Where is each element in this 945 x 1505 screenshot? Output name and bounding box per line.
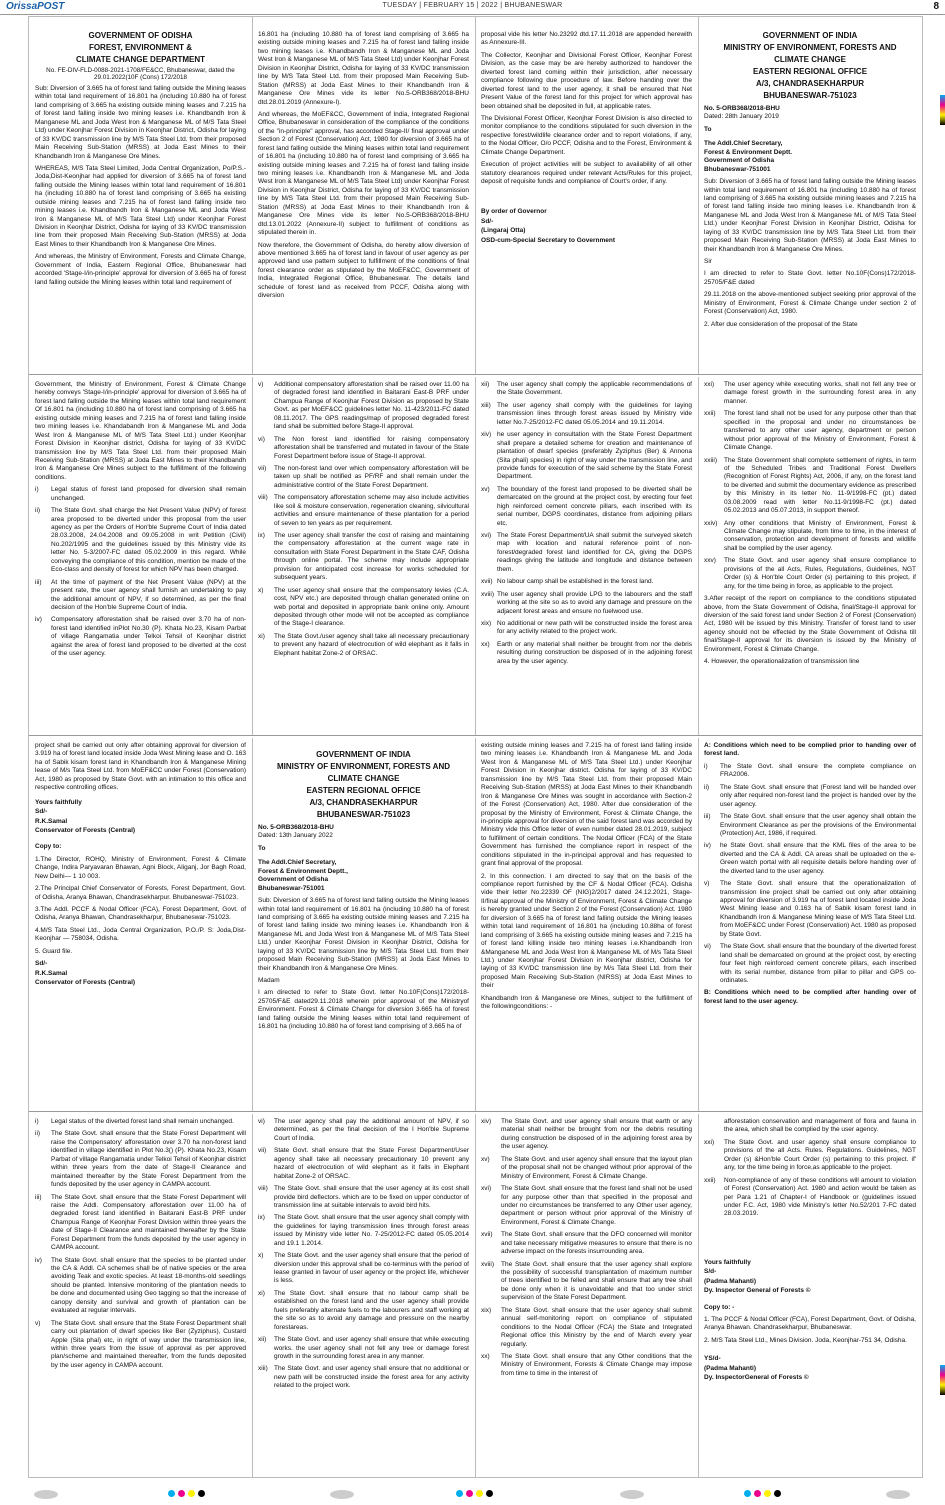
condition-item: xii) The user agency shall comply the applicable recommendations of the State Government. [481,381,692,397]
signature-title: Dy. InspectorGeneral of Forests © [704,1374,809,1382]
conditions-heading: B: Conditions which need to be complied after handing over of forest land to the user agency. [704,989,916,1005]
cmyk-dots-icon [456,1490,493,1497]
letter-number: No. 5-ORB368/2018-BHU [704,105,780,112]
condition-item: xii) The State Govt. and user agency shall ensure that while executing works. the user agency shall not fell any tree or damage forest growth in the surrounding forest area in any manner. [258,1336,469,1360]
newspaper-logo: OrissaPOST [6,1,65,12]
copy-recipient: 1. The PCCF & Nodal Officer (FCA), Forest Department, Govt. of Odisha, Aranya Bhawan. Chandrasekharpur, Bhubaneswar. [704,1316,916,1332]
paragraph: 29.11.2018 on the above-mentioned subject seeking prior approval of the Ministry of Environment, Forest & Climate Change under section 2 of Forest (Conservation) Act, 1980. [704,291,916,316]
paragraph: I am directed to refer to State Govt. letter No.10F(Cons)172/2018-25705/F&E dated29.11.2018 wherein prior approval of the Ministryof Environment. Forest & Climate Change for diversion 3.665 ha of forest land falling outside the Mining leases within total land requirement of 16.801 ha (including 10.880 ha of forest land comprising of 3.665 ha of [258,989,469,1031]
s3-col2 [252,738,475,1111]
letter-date: Dated: 28th January 2019 [704,113,779,121]
color-strip-bottom [940,1365,945,1395]
condition-item: v) The State Govt. shall ensure that the operationalization of transmission line project shall be carried out only after obtaining approval for diversion of 3.919 ha of forest land located inside Joda West Mining lease and 0.163 ha of Sabik kisam forest land in Khandbandh Iron & Manganese Mining lease of M/S Tata Steel Ltd. from MoEF&CC under Forest (Conservation) Act. 1980 as proposed by State Govt. [704,880,916,938]
condition-item: xxiii) The State Government shall complete settlement of rights, in term of the Scheduled Tribes and Traditional Forest Dwellers (Recognition of Forest Rights) Act, 2006, if any, on the forest land to be diverted and submit the documentary evidence as prescribed by this Ministry in its letter No. 11-9/1998-FC (pt.) dated 03.08.2009 read with letter No.11-9/1998-FC (pt.) dated 05.02.2013 and 05.07.2013, in support thereof. [704,456,916,515]
cmyk-dots-icon [168,1490,205,1497]
condition-item: xvii) No labour camp shall be established in the forest land. [481,578,654,586]
section-2 [29,377,922,736]
condition-item: xv) The boundary of the forest land proposed to be diverted shall be demarcated on the ground at the project cost, by erecting four feet high reinforced cement concrete pillars, each inscribed with its serial number, DGPS coordinates, distance from adjoining pillars etc. [481,485,692,527]
signature-line: YS/d- [704,1355,721,1363]
heading: GOVERNMENT OF INDIA [316,750,411,759]
s2-col4 [698,377,922,735]
s1-col3 [475,17,698,374]
addressee: Forest & Environment Deptt., [258,867,348,875]
paragraph: WHEREAS, M/S Tata Steel Limited, Joda Central Organization, Po/P.S.-Joda,Dist-Keonjhar had applied for diversion of 3.665 ha of forest land falling outside the Mining leases within total land requirement of 16.801 ha (including 10.880 ha of forest land comprising of 3.665 ha existing outside mining leases and 7.215 ha of forest land falling inside two mining leases i.e. Khandbandh Iron & Manganese ML and Joda West Iron & Manganese ML of M/S Tata Steel Ltd) under Keonjhar Forest Division in Keonjhar District, Odisha for laying of 33 KV/DC transmission line from their proposed Main Receiving Sub-Station (MRSS) at Joda East Mines to their Khandbandh Iron & Manganese Ore Mines. [35,164,246,248]
condition-item: x) The State Govt. and the user agency shall ensure that the period of diversion under this approval shall be co-terminus with the period of lease granted in favour of user agency or the project life, whichever is less. [258,1252,469,1285]
paragraph: Government, the Ministry of Environment, Forest & Climate Change hereby conveys 'Stage-I/in-principle' approval for diversion of 3.665 ha of forest land falling outside the Mining leases within total land requirement Of 16.801 ha (including 10.880 ha of forest land comprising of 3.665 ha existing outside mining leases and 7.215 ha of forest land falling inside two mining leases i.e. Khandabandh Iron & Manganese ML and Joda West Iron & Manganese ML of M/S Tata Steel Ltd.) under Keonjhar Forest Division in Keonjhar district, Odisha for laying of 33 KV/DC transmission line by M/S Tata Steel Ltd. from their proposed Main Receiving Sub-Station (MRSS) at Joda East Mines to their Khandbandh Iron & Manganese Ore Mines subject to the fulfillment of the following conditions. [35,381,246,481]
condition-item: iv) The State Govt. shall ensure that the species to be planted under the CA & Addl. CA schemes shall be of native species or the area avoiding Teak and exotic species. At least 18-months-old seedlings should be planted. Intensive monitoring of the plantation needs to be done and documented using Geo tagging so that the increase of canopy density and survival and growth of plantation can be evaluated at regular intervals. [35,1256,246,1315]
paragraph: Sub: Diversion of 3.665 ha of forest land falling outside the Mining leases within total land requirement of 16.801 ha (including 10.880 ha of forest land comprising of 3.665 ha existing outside mining leases and 7.215 ha of forest land falling inside two mining leases i.e. Khandbandh Iron & Manganese ML and Joda West Iron & Manganese ML of M/S Tata Steel Ltd.) under Keonjhar Forest Division in Keonjhar District, Odisha for laying of 33 KV/DC transmission line by M/S Tata Steel Ltd. from their proposed Main Receiving Sub-Station (MRSS) at Joda East Mines to their Khandbandh Iron & Manganese Ore Mines. [258,897,469,972]
condition-item: xvii) The State Govt. shall ensure that the DFO concerned will monitor and take necessary mitigative measures to ensure that there is no adverse impact on the forests insurrounding area. [481,1231,692,1256]
signature-title: Conservator of Forests (Central) [35,826,136,834]
copy-to-label: Copy to: [35,843,62,851]
signature-line: Yours faithfully [35,798,82,806]
signature-name: (Padma Mahanti) [704,1277,757,1285]
condition-item: vii) State Govt. shall ensure that the State Forest Department/User agency shall take all necessary precautionary 10 prevent any hazard of electrocution of wild elephant as it falls in Elephant habitat Zone-2 of ORSAC. [258,1147,469,1180]
heading: EASTERN REGIONAL OFFICE [306,786,421,795]
condition-item: xvi) The State Forest Department/UA shall submit the surveyed sketch map with location and natural reference point of non-forest/degraded forest land identified for CA, giving the DGPS readings giving the latitude and longitude and distance between them. [481,532,692,573]
registration-mark-icon [34,1490,58,1499]
salutation: Madam [258,977,280,984]
paragraph: The Collector, Keonjhar and Divisional Forest Officer, Keonjhar Forest Division, as the case may be are hereby authorized to handover the diverted forest land coming within their jurisdiction, after necessary compliance following due procedure of law. Before handing over the diverted forest land to the user agency, it shall be ensured that Net Present Value of the forest land for this project for which approval has been obtained shall be deposited in full, at applicable rates. [481,51,692,110]
condition-item: ii) The State Govt. shall ensure that (Forest land will be handed over only after required non-forest land the project is handed over by the user agency. [704,783,916,808]
paragraph: afforestation conservation and management of flora and fauna in the area, which shall be complied by the user agency. [724,1118,916,1134]
condition-item: xvi) The State Govt. shall ensure that the forest land shall not be used for any purpose other than that specified in the proposal and under no circumstances be transferred to any Other user agency, department or person without prior approval of the Ministry of Environment, Forest & Climate Change. [481,1185,692,1226]
heading: MINISTRY OF ENVIRONMENT, FORESTS AND [723,43,897,52]
conditions-heading: A: Conditions which need to be complied prior to handing over of forest land. [704,742,916,758]
copy-to-label: Copy to: - [704,1303,735,1311]
heading: A/3, CHANDRASEKHARPUR [309,798,418,807]
condition-item: vi) The State Govt. shall ensure that the boundary of the diverted forest land shall be demarcated on ground at the project cost, by erecting four feet high reinforced cement concrete pillars, each inscribed with its serial number, distance from pillar to pillar and GPS co-ordinates. [704,943,916,984]
s1-col4 [698,17,922,374]
copy-recipient: 2. M/S Tata Steel Ltd., Mines Division. Joda, Keonjhar-751 34, Odisha. [704,1336,907,1344]
registration-mark-icon [886,1490,910,1499]
s2-col3 [475,377,698,735]
condition-item: vi) The Non forest land identified for raising compensatory afforestation shall be transferred and mutated in favour of the State Forest Department before issue of Stage-II approval. [258,435,469,460]
addressee: Bhubaneswar-751001 [704,165,771,173]
condition-item: iii) The State Govt. shall ensure that the user agency shall obtain the Environment Clearance as per the provisions of the Environmental (Protection) Act, 1986, if required. [704,813,916,837]
condition-item: xxiv) Any other conditions that Ministry of Environment, Forest & Climate Change may stipulate, from time to time, in the interest of conservation, protection and development of forests and wildlife shall be complied by the user agency. [704,519,916,552]
paragraph: proposal vide his letter No.23292 dtd.17.11.2018 are appended herewith as Annexure-III. [481,31,692,47]
condition-item: v) Additional compensatory afforestation shall be raised over 11.00 ha of degraded forest land identified in Baitarani East-B PRF under Champua Range of Keonjhar Forest Division as proposed by State Govt. as per MoEF&CC guidelines letter No. 11-423/2011-FC dated 08.11.2017. The GPS readings/map of proposed degraded forest land shall be submitted before Stage-II approval. [258,381,469,431]
registration-mark-icon [330,1490,354,1499]
condition-item: xxi) The user agency while executing works, shall not fell any tree or damage forest growth in the surrounding forest area in any manner. [704,381,916,405]
condition-item: viii) The State Govt. shall ensure that the user agency at its cost shall provide bird deflectors. which are to be fixed on upper conductor of transmission line at suitable intervals to avoid bird hits. [258,1185,469,1209]
condition-item: xxv) The State Govt. and user agency shall ensure compliance to provisions of the all Acts, Rules, Regulations, Guidelines, NGT Order (s) & Hon'ble Court Order (s) pertaining to this project, if any, for the time being in force, as applicable to the project. [704,557,916,590]
heading: GOVERNMENT OF INDIA [762,31,858,40]
page-number: 8 [933,1,939,12]
heading: BHUBANESWAR-751023 [316,810,411,819]
condition-item: iv) Compensatory afforestation shall be raised over 3.70 ha of non-forest land identified inPlot No.30 (P). Khata No.23, Kisam Parbat of village Rangamatia under Telkoi Tehsil of Keonjhar district against the area of forest land proposed to be diverted at the cost of the user agency. [35,616,246,658]
signature-line: Sd/- [35,808,48,816]
s1-col1 [29,17,252,374]
heading: GOVERNMENT OF ODISHA [88,31,193,40]
paragraph: existing outside mining leases and 7.215 ha of forest land falling inside two mining leases i.e. Khandbandh Iron & Manganese ML and Joda West Iron & Manganese ML of M/S Tata Steel Ltd.) under Keonjhar Forest Division in Keonjhar district. Odisha for laying of 33 KV/DC transmission line by M/S Tata Steel Ltd. from their proposed Main Receiving Sub-Station (MRSS) at Joda East Mines to their Khandbandh Iron & Manganese Ore Mines was sought in accordance with Section-2 of the Forest (Conservation) Act, 1980. After due consideration of the proposal by the Ministry of Environment, Forest & Climate Change, the in-principle approval for diversion of the said forest land was accorded by Ministry vide this Office letter of even number dated 28.01.2019, subject to fulfillment of certain conditions. The Nodal Officer (FCA) of the State Government has furnished the compliance report in respect of the conditions stipulated in the in-principal approval and has requested to grant final approval of the proposal. [481,742,692,868]
condition-item: xx) The State Govt. shall ensure that any Other conditions that the Ministry of Environment, Forests & Climate Change may impose from time to time in the interest of [481,1352,692,1377]
s4-col2 [252,1114,475,1477]
paragraph: And whereas, the Ministry of Environment, Forests and Climate Change, Government of India, Eastern Regional Office, Bhubaneswar had accorded 'Stage-I/in-principle' approval for diversion of 3.665 ha of forest land falling outside the Mining leases within total land requirement of [35,253,246,286]
heading: A/3, CHANDRASEKHARPUR [755,79,864,88]
condition-item: iii) At the time of payment of the Net Present Value (NPV) at the present rate, the user agency shall furnish an undertaking to pay the additional amount of NPV, if so determined, as per the final decision of the Hon'ble Supreme Court of India. [35,578,246,611]
paragraph: 3.After receipt of the report on compliance to the conditions stipulated above, from the State Government of Odisha, final/Stage-II approval for diversion of the said forest land under Section 2 of Forest (Conservation) Act, 1980 will be issued by this Ministry. Transfer of forest land to user agency should not be effected by the State Government of Odisha till final/Stage-II approval for its diversion is issued by the Ministry of Environment, Forest & Climate Change. [704,595,916,653]
condition-item: xxii) The forest land shall not be used for any purpose other than that specified in the proposal and under no circumstances be transferred to any other user agency, department or person without prior approval of the Ministry of Environment, Forest & Climate Change. [704,410,916,452]
signature-title: Conservator of Forests (Central) [35,979,136,987]
paragraph: And whereas, the MoEF&CC, Government of India, Integrated Regional Office, Bhubaneswar in consideration of the compliance of the conditions of the "in-principle" approval, has accorded Stage-II/ final approval under Section 2 of Forest (Conservation) Act, 1980 for diversion of 3.665 ha of forest land falling outside the Mining leases within total land requirement of 16.801 ha (including 10.880 ha of forest land comprising of 3.665 ha existing outside mining leases and 7.215 ha of forest land falling inside two mining leases i.e. Khandbandh Iron & Manganese ML and Joda West Iron & Manganese ML of M/S Tata Steel Ltd) under Keonjhar Forest Division in Keonjhar District, Odisha for laying of 33 KV/DC transmission line by M/S Tata Steel Ltd. from their proposed Main Receiving Sub-Station (MRSS) at Joda East Mines to their Khandbandh Iron & Manganese Ore Mines vide its letter No.5-ORB368/2018-BHU dtd.13.01.2022 (Annexure-II) subject to fulfillment of conditions as stipulated therein in. [258,110,469,237]
paragraph: 16.801 ha (including 10.880 ha of forest land comprising of 3.665 ha existing outside mining leases and 7.215 ha of forest land falling inside two mining leases i.e. Khandbandh Iron & Manganese ML and Joda West Iron & Manganese ML of M/S Tata Steel Ltd) under Keonjhar Forest Division in Keonjhar District, Odisha for laying of 33 KV/DC transmission line by M/S Tata Steel Ltd. from their proposed Main Receiving Sub-Station (MRSS) at Joda East Mines to their Khandbandh Iron & Manganese Ore Mines vide its letter No.5-ORB368/2018-BHU dtd.28.01.2019 (Annexure-I). [258,31,469,106]
paragraph: 2. In this connection. I am directed to say that on the basis of the compliance report furnished by the CF & Nodal Officer (FCA). Odisha vide their letter No.22339 OF (NIG)2/2017 dated 24.12.2021, Stage-II/final approval of the Ministry of Environment, Forest & Climate Change is hereby granted under Section 2 of the Forest (Conservation) Act. 1980 for diversion of 3.665 ha of forest land falling outside the Mining leases within total land requirement of 16.801 ha (including 10.88ha of forest land comprising of 3.665 ha existing outside mining leases and 7.215 ha of forest land killing inside two mining leases i.e.Khandbandh Iron &Manganese ML and Joda West Iron & Manganese ML of M/s Tata Steel Ltd.) under Keonjhar Forest Division in Keonjhar district, Odisha for laying of 33 KV/DC transmission line by M/s Tata Steel Ltd. from their proposed Main Receiving Sub-Station (NIRSS) at Joda East Mines to their [481,872,692,990]
condition-item: xiv) he user agency in consultation with the State Forest Department shall prepare a detailed scheme for creation and maintenance of plantation of dwarf species (preferably Zyziphus (Ber) & Annona (Sita phali) species) in right of way under the transmission line, and provide funds for execution of the said scheme by the State Forest Department. [481,431,692,481]
copy-recipient: 2.The Principal Chief Conservator of Forests, Forest Department, Govt. of Odisha, Aranya Bhawan, Chandrasekharpur. Bhubaneswar-751023. [35,885,246,901]
letter-date: Dated: 13th January 2022 [258,832,333,840]
paragraph: 2. After due consideration of the proposal of the State [704,320,858,328]
salutation: Sir [704,258,712,265]
heading: EASTERN REGIONAL OFFICE [752,67,868,76]
signature-line: By order of Governor [481,208,547,216]
heading: MINISTRY OF ENVIRONMENT, FORESTS AND [276,762,451,771]
s2-col1 [29,377,252,735]
condition-item: i) Legal status of forest land proposed for diversion shall remain unchanged. [35,486,246,502]
heading: BHUBANESWAR-751023 [763,91,857,100]
heading: CLIMATE CHANGE [774,55,846,64]
addressee: Government of Odisha [258,876,329,884]
condition-item: xix) No additional or new path will be constructed inside the forest area for any activity related to the project work. [481,619,692,636]
condition-item: ii) The State Govt. shall charge the Net Present Value (NPV) of forest area proposed to be diverted under this proposal from the user agency as per the Orders of Hon'ble Supreme Court of India dated 28.03.2008, 24.04.2008 and 09.05.2008 in writ Petition (Civil) No.202/1995 and the guidelines issued by this Ministry vide its letter No. 5-3/2007-FC dated 05.02.2009 in this regard. While conveying the compliance of this condition, mention be made of the Eco-class and density of forest for which NPV has been charged. [35,507,246,574]
heading: FOREST, ENVIRONMENT & [88,43,193,52]
heading: CLIMATE CHANGE DEPARTMENT [75,55,206,64]
paragraph: Sub: Diversion of 3.665 ha of forest land falling outside the Mining leases within total land requirement of 16.801 ha (including 10.880 ha of forest land comprising of 3.665 ha existing outside mining leases and 7.215 ha of forest land falling inside two mining leases i.e. Khandbandh Iron & Manganese ML and Joda West Iron & Manganese ML of M/S Tata Steel Ltd) under Keonjhar Forest Division in Keonjhar District, Odisha for laying of 33 KV/DC transmission line by M/S Tata Steel Ltd. from their proposed Main Receiving Sub-Station (MRSS) at Joda East Mines to their Khandbandh Iron & Manganese Ore Mines. [35,85,246,160]
print-registration-marks [0,1480,945,1505]
signature-line: S/d- [704,1268,717,1276]
section-1 [29,17,922,375]
condition-item: i) Legal status of the diverted forest land shall remain unchanged. [35,1118,234,1125]
signature-name: (Padma Mahanti) [704,1364,757,1372]
paragraph: Sub: Diversion of 3.665 ha of forest land falling outside the Mining leases within total land requirement of 16.801 ha (including 10.880 ha of forest land comprising of 3.665 ha existing outside mining leases and 7.215 ha of forest land falling inside two mining leases i.e. Khandbandh Iron & Manganese ML and Joda West Iron & Manganese ML of M/S Tata Steel Ltd.) under Keonjhar Forest Division in Keonjhar District, Odisha for laying of 33 KV/DC transmission line by M/S Tata Steel Ltd. from their proposed Main Receiving Sub-Station (MRSS) at Joda East Mines to their Khandbandh Iron & Manganese Ore Mines. [704,178,916,253]
condition-item: i) The State Govt. shall ensure the complete compliance on FRA2006. [704,762,916,779]
s2-col2 [252,377,475,735]
condition-item: vi) The user agency shall pay the additional amount of NPV, if so determined, as per the final decision of the I Hon'ble Supreme Court of India. [258,1118,469,1142]
addressee: Bhubaneswar-751001 [258,884,325,892]
condition-item: xi) The State Govt. shall ensure that no labour camp shall be established on the forest land and the user agency shall provide fuels preferably alternate fuels to the labourers and staff working at the site so as to avoid any damage and pressure on the nearby forestareas. [258,1289,469,1331]
copy-recipient: 4.M/S Tata Steel Ltd., Joda Central Organization, P.O./P. S: Joda,Dist- Keonjhar — 758034, Odisha. [35,926,246,943]
paragraph: I am directed to refer to State Govt. letter No.10F(Cons)172/2018-25705/F&E dated [704,270,916,286]
addressee: The Addl.Chief Secretary, [258,859,337,867]
signature-line: Sd/- [481,217,494,225]
copy-recipient: 1.The Director, ROHQ, Ministry of Environment, Forest & Climate Change, Indira Paryavaran Bhawan, Agni Block, Aliganj, Jor Bagh Road, New Delhi— 1 10 003. [35,855,246,880]
condition-item: xi) The State Govt./user agency shall take all necessary precautionary to prevent any hazard of electrocution of wild elephant as it falls in Elephant habitat Zone-2 of ORSAC. [258,632,469,657]
s3-col4 [698,738,922,1111]
paragraph: project shall be carried out only after obtaining approval for diversion of 3.919 ha of forest land located inside Joda West Mining lease and O. 163 ha of Sabik kisam forest land in Khandbandh Iron & Manganese Mining lease of M/s Tata Steel Ltd. from MoEF&CC under Forest (Conservation) Act, 1980 as proposed by State Govt. with an intimation to this office and respective controlling offices. [35,742,246,792]
paragraph: The Divisional Forest Officer, Keonjhar Forest Division is also directed to monitor compliance to the conditions stipulated for such diversion in the respective forest/wildlife clearance order and to report violations, if any, to the Nodal Officer, O/o PCCF, Odisha and to the Forest, Environment & Climate Change Department. [481,114,692,156]
paragraph: Execution of project activities will be subject to availability of all other statutory clearances required under relevant Acts/Rules for this project, deposit of requisite funds and compliance of Court's order, if any. [481,161,692,185]
condition-item: ix) The State Govt. shall ensure that the user agency shall comply with the guidelines for laying transmission lines through forest areas issued by Ministry vide letter No. 7-25/2012-FC dated 05.05.2014 and 19.1 1.2014. [258,1214,469,1247]
condition-item: ix) The user agency shall transfer the cost of raising and maintaining the compensatory afforestation at the current wage rate in consultation with State Forest Department in the State CAF, Odisha through online portal. The scheme may include appropriate provision for anticipated cost increase for works scheduled for subsequent years. [258,532,469,582]
addressee: The Addl.Chief Secretary, [704,140,783,148]
signature-title: OSD-cum-Special Secretary to Government [481,236,616,244]
s3-col3 [475,738,698,1111]
paragraph: 4. However, the operationalization of transmission line [704,658,860,666]
dateline: TUESDAY | FEBRUARY 15 | 2022 | BHUBANESWAR [382,2,563,9]
addressee-to: To [258,844,266,852]
condition-item: xv) The State Govt. and user agency shall ensure that the layout plan of the proposal shall not be changed without prior approval of the Ministry of Environment, Forest & Climate Change. [481,1155,692,1180]
condition-item: xviii) The user agency shall provide LPG to the labourers and the staff working at the site so as to avoid any damage and pressure on the adjacent forest areas and ensure no fuelwood use. [481,590,692,615]
paragraph: Khandbandh Iron & Manganese ore Mines, subject to the fulfillment of the followingconditions: - [481,994,692,1011]
s1-col2 [252,17,475,374]
notice-page [28,16,923,1478]
addressee-to: To [704,125,712,133]
condition-item: iii) The State Govt. shall ensure that the State Forest Department will raise the Addl. Compensatory afforestation over 11.00 ha of degraded forest land identified in Baitarani East-B PRF under Champua Range of Keonjhar Forest Division within three years the date of Stage-II Clearance and maintained thereafter by the State Forest Department from the funds deposited by the user agency in CAMPA account. [35,1193,246,1252]
condition-item: xiii) The user agency shall comply with the guidelines for laying transmission lines through forest areas issued by Ministry vide letter No.7-25/2012-FC dated 05.05.2014 and 19.11.2014. [481,401,692,426]
condition-item: xix) The State Govt. shall ensure that the user agency shall submit annual self-monitoring report on compliance of stipulated conditions to the Nodal Officer (FCA) the State and Integrated Regional office this Ministry by the end of March every year regularly. [481,1306,692,1348]
s4-col4 [698,1114,922,1477]
copy-recipient: 5. Guard file. [35,947,73,955]
condition-item: ii) The State Govt. shall ensure that the State Forest Department will raise the Compensatory' afforestation over 3.70 ha non-forest land identified in village identified in Plot No.3() (P). Khata No.23, Kisam Parbat of village Rangamatia under Telkoi Tehsil of Keonjhar district within three years from the date of Stage-II Clearance and maintained thereafter by the State Forest Department from the funds deposited by the user agency in CAMPA account. [35,1130,246,1189]
s4-col3 [475,1114,698,1477]
signature-name: R.K.Samal [35,969,68,977]
registration-mark-icon [620,1490,644,1499]
condition-item: xviii) The State Govt. shall ensure that the user agency shall explore the possibility of successful transplantation of maximum number of trees identified to be felled and shall ensure that any tree shall be done only when it is unavoidable and that too under strict supervision of the State Forest Department. [481,1260,692,1302]
signature-title: Dy. Inspector General of Forests © [704,1287,811,1295]
condition-item: x) The user agency shall ensure that the compensatory levies (C.A. cost, NPV etc.) are deposited through challan generated online on web portal and deposited in appropriate bank online only. Amount deposited through other mode will not be accepted as compliance of the Stage-I clearance. [258,586,469,628]
condition-item: xiii) The State Govt. and user agency shall ensure that no additional or new path will be constructed inside the forest area for any activity related to the project work. [258,1365,469,1390]
condition-item: iv) he State Govt. shall ensure that the KML files of the area to be diverted and the CA & Addl. CA areas shall be uploaded on the e-Green watch portal with all requisite details before handing over of the diverted land to the user agency. [704,842,916,875]
signature-line: Yours faithfully [704,1258,751,1266]
condition-item: v) The State Govt. shall ensure that the State Forest Department shall carry out plantation of dwarf species like Ber (Zyziphus), Custard Apple (Sita phal) etc, in right of way under the transmission line, within three years from the issue of approval as per approved plan/scheme and maintained thereafter, from the funds deposited by the user agency in CAMPA account. [35,1319,246,1369]
addressee: Government of Odisha [704,157,775,165]
condition-item: xx) Earth or any material shall neither be brought from nor the debris resulting during construction be disposed of in the adjoining forest area by the user agency. [481,640,692,665]
color-strip-top [940,95,945,125]
reference-number: No. FE-DIV-FLD-0088-2021-1708/FE&CC, Bhubaneswar, dated the 29.01.2022(10F (Cons) 172/2018 [46,67,235,81]
s4-col1 [29,1114,252,1477]
addressee: Forest & Environment Deptt. [704,148,793,156]
condition-item: xiv) The State Govt. and user agency shall ensure that earth or any material shall neither be brought from nor the debris resulting during construction be disposed of in the adjoining forest area by the user agency. [481,1118,692,1151]
paragraph: Now therefore, the Government of Odisha, do hereby allow diversion of above mentioned 3.665 ha of forest land in favour of user agency as per approved land use pattern subject to fulfillment of the conditions of final forest clearance order as stipulated by the MoEF&CC, Government of India, Integrated Regional Office, Bhubaneswar. The details land schedule of forest land as received from PCCF, Odisha along with diversion [258,241,469,300]
condition-item: xxi) The State Govt. and user agency shall ensure compliance to provisions of the all Acts. Rules. Regulations. Guidelines, NGT Order (s) &Hon'ble Court Order (s) pertaining to this project. if' any, tor the time being in force,as applicable to the project. [704,1138,916,1172]
condition-item: vii) The non-forest land over which compensatory afforestation will be taken up shall be notified as PF/RF and shall remain under the administrative control of the State Forest Department. [258,464,469,489]
condition-item: viii) The compensatory afforestation scheme may also include activities like soil & moisture conservation, regeneration cleaning, silvicultural activities and ensure maintenance of these plantation for a period of seven to ten years as per requirement. [258,494,469,527]
section-4 [29,1114,922,1477]
copy-recipient: 3.The Addl. PCCF & Nodal Officer (FCA), Forest Department, Govt. of Odisha, Aranya Bhawan, Chandrasekharpur, Bhubaneswar-751023. [35,906,246,922]
section-3 [29,738,922,1112]
letter-number: No. 5-ORB368/2018-BHU [258,824,334,831]
signature-name: (Lingaraj Otta) [481,227,526,235]
cmyk-dots-icon [744,1490,781,1497]
signature-line: Sd/- [35,960,48,968]
condition-item: xxii) Non-compliance of any of these conditions will amount to violation of Forest (Conservation) Act. 1980 and action would be taken as per Para 1.21 of Chapter-I of Handbook or (guidelines issued under F.C. Act, 1980 vide Ministry's letter No.52/201 7-FC dated 28.03.2019. [704,1176,916,1218]
s3-col1 [29,738,252,1111]
signature-name: R.K.Samal [35,817,68,825]
page-header [0,0,945,15]
heading: CLIMATE CHANGE [327,774,400,783]
